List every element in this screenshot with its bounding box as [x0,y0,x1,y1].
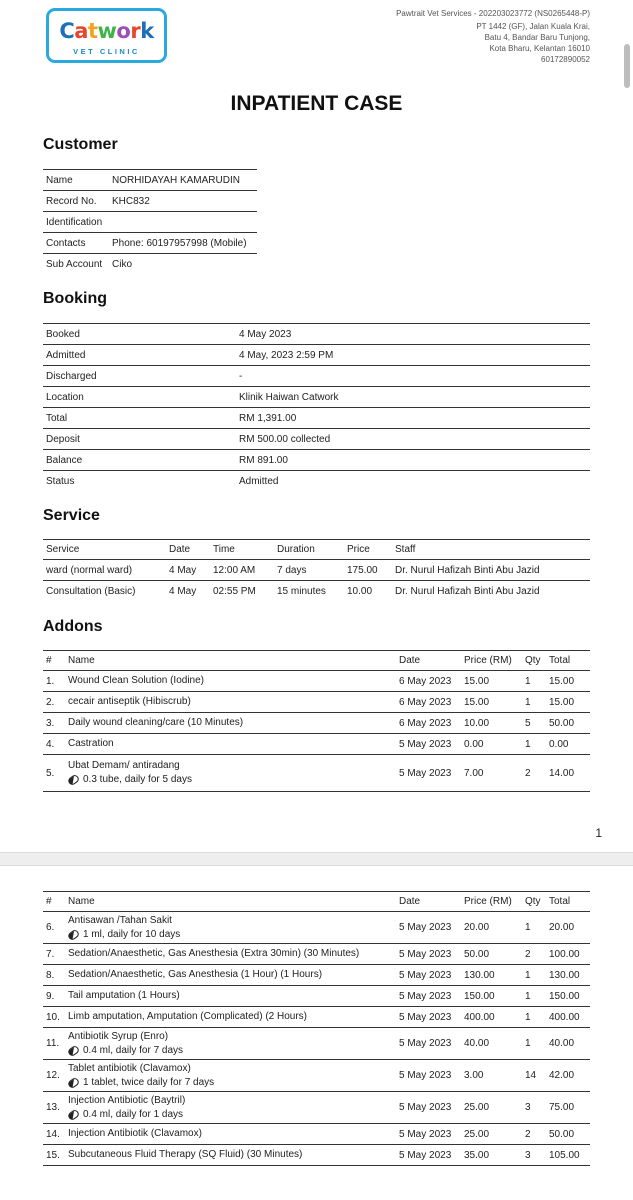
column-header: Qty [522,892,546,912]
item-date: 6 May 2023 [396,713,461,734]
item-price: 400.00 [461,1007,522,1028]
field-label: Sub Account [46,258,103,270]
table-row [43,1124,590,1145]
item-total: 0.00 [546,734,590,755]
column-header: Total [546,892,590,912]
pill-icon [67,1076,81,1089]
customer-heading: Customer [43,136,118,153]
logo-letter: a [74,19,88,43]
table-row [43,366,590,387]
service-table [43,539,590,602]
row-number: 3. [43,713,65,734]
table-row [43,734,590,755]
field-value: NORHIDAYAH KAMARUDIN [109,170,257,191]
item-price: 25.00 [461,1092,522,1124]
item-qty: 2 [522,944,546,965]
item-name-cell [65,1007,396,1028]
field-label: Status [46,475,75,487]
dosage-line [68,1044,393,1058]
item-name: Antisawan /Tahan Sakit [68,914,172,926]
table-row [43,1145,590,1166]
item-total: 20.00 [546,912,590,944]
row-number: 11. [43,1028,65,1060]
item-total: 15.00 [546,671,590,692]
item-name: Subcutaneous Fluid Therapy (SQ Fluid) (30 Minutes) [68,1149,303,1160]
logo-letter: C [59,19,75,43]
item-qty: 1 [522,692,546,713]
row-number: 13. [43,1092,65,1124]
table-cell: Dr. Nurul Hafizah Binti Abu Jazid [392,560,590,581]
item-date: 5 May 2023 [396,1028,461,1060]
item-qty: 1 [522,734,546,755]
item-price: 15.00 [461,671,522,692]
scrollbar[interactable] [624,44,630,88]
item-name-cell [65,734,396,755]
row-number: 2. [43,692,65,713]
table-row [43,944,590,965]
field-label: Booked [43,324,236,345]
item-total: 50.00 [546,713,590,734]
table-row [43,692,590,713]
item-name: Injection Antibiotic (Baytril) [68,1094,186,1106]
column-header: # [43,651,65,671]
dosage-text: 0.4 ml, daily for 1 days [83,1108,184,1120]
item-price: 0.00 [461,734,522,755]
item-qty: 2 [522,755,546,792]
item-name-cell [65,1145,396,1166]
field-label: Discharged [43,366,236,387]
logo-letter: t [87,19,98,43]
item-qty: 3 [522,1145,546,1166]
column-header: Duration [274,540,344,560]
item-date: 5 May 2023 [396,1124,461,1145]
table-row [43,471,590,492]
company-address-line: PT 1442 (GF), Jalan Kuala Krai, [476,22,590,31]
item-price: 25.00 [461,1124,522,1145]
field-label: Admitted [43,345,236,366]
dosage-text: 0.3 tube, daily for 5 days [83,774,192,785]
table-row [43,387,590,408]
item-price: 7.00 [461,755,522,792]
table-row [43,912,590,944]
item-total: 150.00 [546,986,590,1007]
table-row [43,1007,590,1028]
page-number: 1 [595,826,602,840]
item-total: 105.00 [546,1145,590,1166]
dosage-line [68,928,393,942]
pill-icon [67,928,81,941]
table-row [43,965,590,986]
pill-icon [67,1108,81,1121]
item-name: Limb amputation, Amputation (Complicated) (2 Hours) [68,1011,307,1022]
field-label: Total [43,408,236,429]
table-row [43,986,590,1007]
column-header: Total [546,651,590,671]
logo-letter: r [130,19,141,43]
field-label: Contacts [43,233,109,254]
row-number: 5. [43,755,65,792]
company-name: Pawtrait Vet Services - 202203023772 (NS0265448-P) [396,9,590,18]
table-cell: 175.00 [344,560,392,581]
field-label: Balance [43,450,236,471]
item-total: 50.00 [546,1124,590,1145]
table-header-row [43,651,590,671]
table-header-row [43,540,590,560]
table-row [43,1028,590,1060]
field-value: KHC832 [109,191,257,212]
item-name: Castration [68,738,114,749]
field-value: 4 May 2023 [236,324,590,345]
column-header: Qty [522,651,546,671]
item-name-cell [65,912,396,944]
item-total: 14.00 [546,755,590,792]
item-name-cell [65,713,396,734]
item-total: 42.00 [546,1060,590,1092]
company-info [396,8,590,65]
item-name: Tablet antibiotik (Clavamox) [68,1062,191,1074]
row-number: 6. [43,912,65,944]
item-date: 5 May 2023 [396,912,461,944]
company-address-line: Kota Bharu, Kelantan 16010 [489,44,590,53]
item-date: 5 May 2023 [396,965,461,986]
table-cell: Dr. Nurul Hafizah Binti Abu Jazid [395,585,540,597]
item-date: 5 May 2023 [396,1060,461,1092]
logo-wordmark [49,19,164,43]
customer-table [43,169,257,275]
column-header: Date [166,540,210,560]
dosage-line [68,773,393,787]
item-name: Daily wound cleaning/care (10 Minutes) [68,717,244,728]
item-qty: 1 [522,671,546,692]
item-qty: 2 [522,1124,546,1145]
pill-icon [67,1044,81,1057]
row-number: 8. [43,965,65,986]
field-label: Name [43,170,109,191]
item-name: Ubat Demam/ antiradang [68,760,180,771]
item-name-cell [65,1028,396,1060]
dosage-line [68,1076,393,1090]
item-date: 5 May 2023 [396,1145,461,1166]
item-date: 5 May 2023 [396,1092,461,1124]
column-header: Price [344,540,392,560]
service-heading: Service [43,507,100,524]
booking-heading: Booking [43,290,107,307]
dosage-text: 1 tablet, twice daily for 7 days [83,1076,215,1088]
table-cell: 4 May [169,585,197,597]
item-name-cell [65,1060,396,1092]
item-name-cell [65,671,396,692]
item-name: Sedation/Anaesthetic, Gas Anesthesia (1 Hour) (1 Hours) [68,969,323,980]
field-value: RM 891.00 [236,450,590,471]
column-header: Name [65,892,396,912]
table-cell: 4 May [166,560,210,581]
item-name: Tail amputation (1 Hours) [68,990,180,1001]
item-name-cell [65,692,396,713]
item-name: Sedation/Anaesthetic, Gas Anesthesia (Extra 30min) (30 Minutes) [68,948,360,959]
item-name-cell [65,1092,396,1124]
item-price: 3.00 [461,1060,522,1092]
item-qty: 14 [522,1060,546,1092]
field-value: - [236,366,590,387]
company-address-line: Batu 4, Bandar Baru Tunjong, [484,33,590,42]
company-phone: 60172890052 [541,55,590,64]
column-header: Time [210,540,274,560]
item-name-cell [65,986,396,1007]
field-value: RM 1,391.00 [236,408,590,429]
item-date: 5 May 2023 [396,734,461,755]
field-label: Identification [43,212,109,233]
item-total: 15.00 [546,692,590,713]
field-value: RM 500.00 collected [236,429,590,450]
item-qty: 1 [522,1028,546,1060]
table-row [43,408,590,429]
item-name: Injection Antibiotik (Clavamox) [68,1128,202,1139]
table-cell: 12:00 AM [210,560,274,581]
item-name-cell [65,944,396,965]
column-header: Name [65,651,396,671]
logo-letter: o [116,19,131,43]
row-number: 12. [43,1060,65,1092]
row-number: 1. [43,671,65,692]
dosage-text: 1 ml, daily for 10 days [83,928,181,940]
field-value [109,212,257,233]
item-price: 130.00 [461,965,522,986]
table-row [43,345,590,366]
table-row [43,212,257,233]
item-qty: 1 [522,1007,546,1028]
row-number: 15. [43,1145,65,1166]
table-cell: Consultation (Basic) [46,585,136,597]
table-row [43,581,590,602]
logo-letter: k [140,19,154,43]
table-row [43,450,590,471]
table-cell: 7 days [274,560,344,581]
column-header: Price (RM) [461,651,522,671]
column-header: Service [43,540,166,560]
item-qty: 1 [522,965,546,986]
table-row [43,191,257,212]
field-value: Admitted [239,475,279,487]
item-qty: 5 [522,713,546,734]
logo-subtitle: VET CLINIC [73,47,140,56]
table-row [43,671,590,692]
table-cell: 15 minutes [277,585,326,597]
field-value: Ciko [112,258,133,270]
document-title: INPATIENT CASE [230,92,403,115]
item-qty: 1 [522,912,546,944]
item-total: 40.00 [546,1028,590,1060]
table-row [43,560,590,581]
table-cell: 10.00 [347,585,373,597]
table-row [43,1092,590,1124]
addons-heading: Addons [43,618,103,635]
field-value: Klinik Haiwan Catwork [236,387,590,408]
item-name-cell [65,965,396,986]
item-total: 130.00 [546,965,590,986]
item-date: 6 May 2023 [396,671,461,692]
field-value: Phone: 60197957998 (Mobile) [109,233,257,254]
column-header: Staff [392,540,590,560]
table-row [43,713,590,734]
table-cell: ward (normal ward) [43,560,166,581]
logo-letter: w [97,19,117,43]
table-cell: 02:55 PM [213,585,256,597]
row-number: 7. [43,944,65,965]
item-qty: 1 [522,986,546,1007]
item-total: 100.00 [546,944,590,965]
table-row [43,254,257,275]
item-name-cell [65,1124,396,1145]
item-total: 400.00 [546,1007,590,1028]
table-row [43,1060,590,1092]
field-value: 4 May, 2023 2:59 PM [236,345,590,366]
column-header: Date [396,892,461,912]
item-price: 10.00 [461,713,522,734]
item-name: cecair antiseptik (Hibiscrub) [68,696,191,707]
item-date: 5 May 2023 [396,944,461,965]
item-date: 5 May 2023 [396,755,461,792]
booking-table [43,323,590,492]
column-header: Price (RM) [461,892,522,912]
row-number: 9. [43,986,65,1007]
table-row [43,755,590,792]
table-header-row [43,892,590,912]
pill-icon [67,774,81,787]
item-date: 5 May 2023 [396,986,461,1007]
table-row [43,233,257,254]
item-price: 40.00 [461,1028,522,1060]
addons-table [43,650,590,792]
table-row [43,429,590,450]
field-label: Record No. [43,191,109,212]
item-date: 5 May 2023 [396,1007,461,1028]
field-label: Location [43,387,236,408]
dosage-text: 0.4 ml, daily for 7 days [83,1044,184,1056]
addons-table-continued [43,891,590,1166]
table-row [43,324,590,345]
item-date: 6 May 2023 [396,692,461,713]
item-qty: 3 [522,1092,546,1124]
row-number: 10. [43,1007,65,1028]
column-header: # [43,892,65,912]
field-label: Deposit [43,429,236,450]
row-number: 4. [43,734,65,755]
dosage-line [68,1108,393,1122]
item-price: 20.00 [461,912,522,944]
item-price: 15.00 [461,692,522,713]
item-price: 50.00 [461,944,522,965]
page-separator [0,852,633,866]
row-number: 14. [43,1124,65,1145]
item-price: 35.00 [461,1145,522,1166]
item-name: Antibiotik Syrup (Enro) [68,1030,169,1042]
item-price: 150.00 [461,986,522,1007]
item-name-cell [65,755,396,792]
table-row [43,170,257,191]
item-name: Wound Clean Solution (Iodine) [68,675,205,686]
item-total: 75.00 [546,1092,590,1124]
document-page-2 [0,866,633,1200]
clinic-logo [46,8,167,63]
column-header: Date [396,651,461,671]
